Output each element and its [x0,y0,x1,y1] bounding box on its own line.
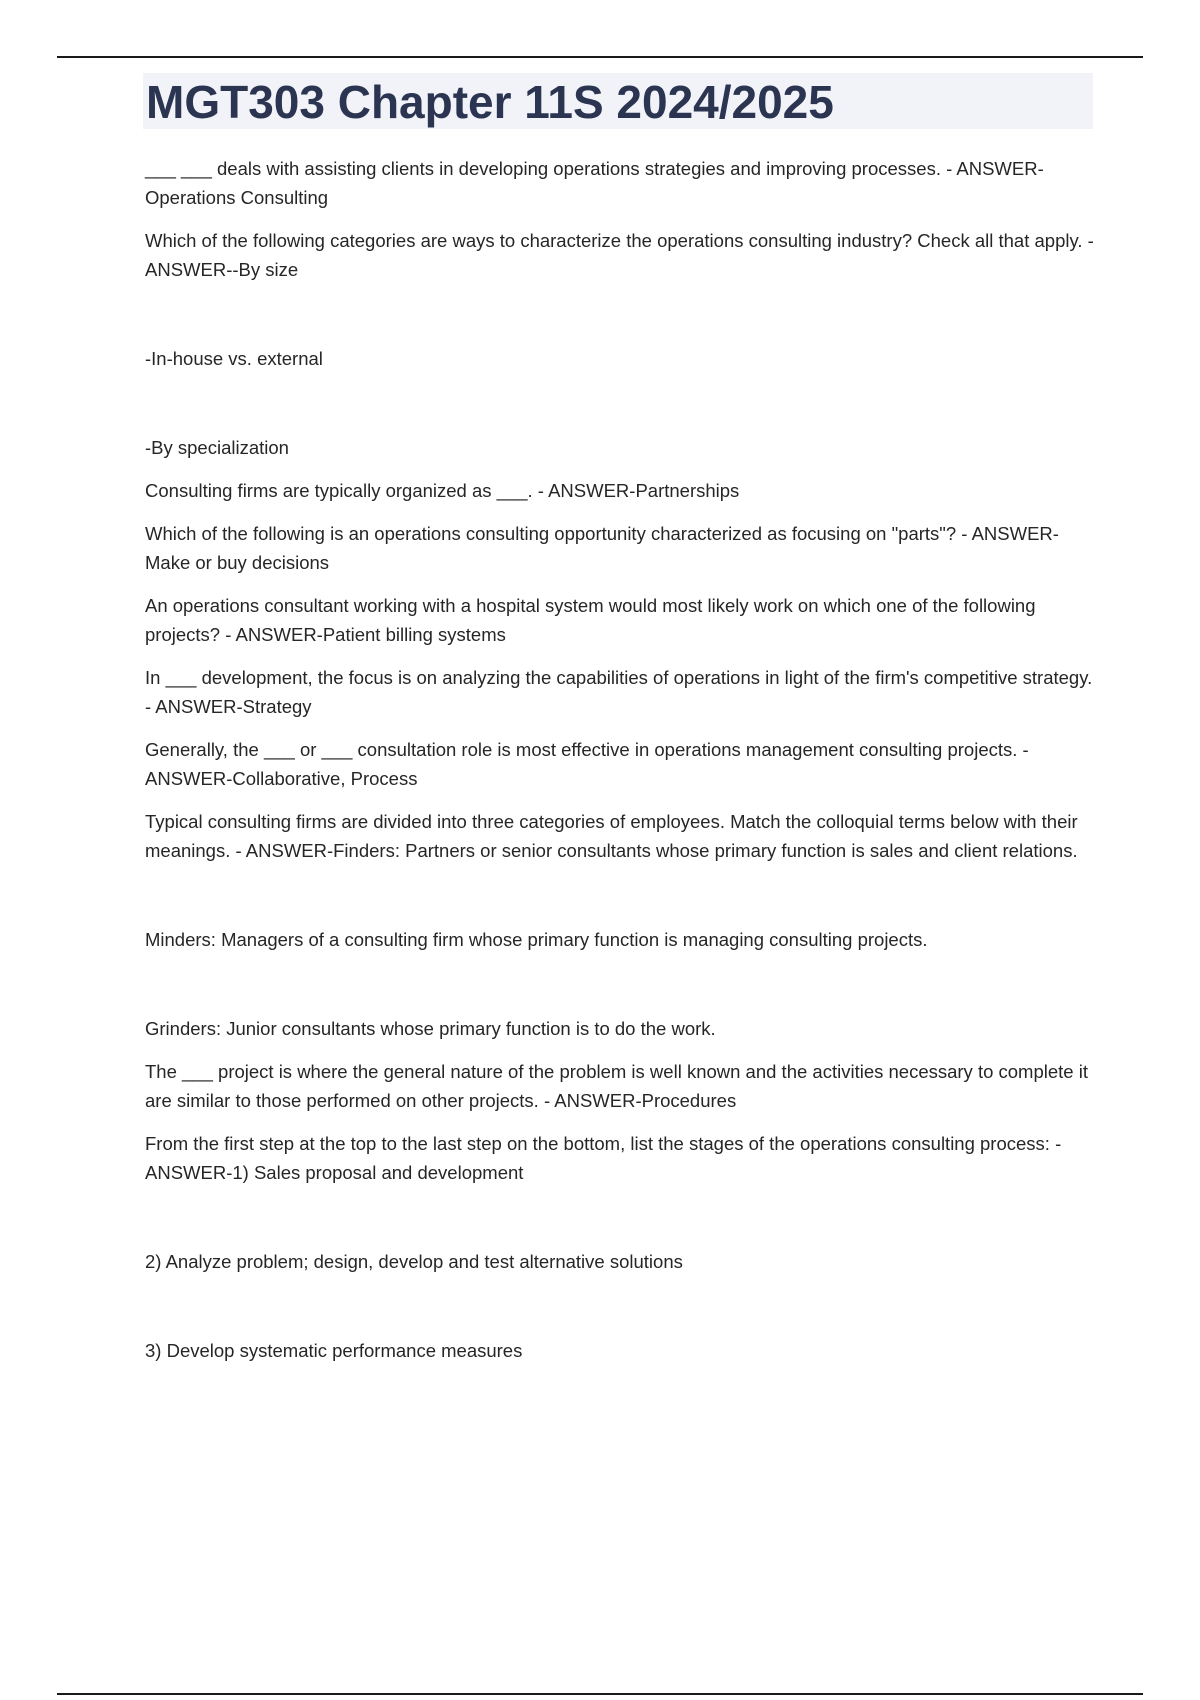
answer-item-in-house: -In-house vs. external [145,348,323,369]
qa-hospital-project: An operations consultant working with a hospital system would most likely work on which one of the following projects? - ANSWER-Patient billing systems [145,595,1036,645]
document-title: MGT303 Chapter 11S 2024/2025 [146,76,834,128]
answer-item-stage-2: 2) Analyze problem; design, develop and test alternative solutions [145,1251,683,1272]
qa-partnerships: Consulting firms are typically organized as ___. - ANSWER-Partnerships [145,480,740,501]
document-body [145,154,1095,1379]
answer-item-stage-3: 3) Develop systematic performance measures [145,1340,523,1361]
qa-industry-categories: Which of the following categories are ways to characterize the operations consulting industry? Check all that apply. - ANSWER--By size [145,230,1094,280]
qa-employee-categories: Typical consulting firms are divided into three categories of employees. Match the colloquial terms below with their meanings. - ANSWER-Finders: Partners or senior consultants whose primary function is sales and client relations. [145,811,1078,861]
bottom-divider [57,1693,1143,1695]
qa-consultation-role: Generally, the ___ or ___ consultation role is most effective in operations management consulting projects. - ANSWER-Collaborative, Process [145,739,1029,789]
answer-item-specialization: -By specialization [145,437,289,458]
qa-parts-opportunity: Which of the following is an operations consulting opportunity characterized as focusing on "parts"? - ANSWER-Make or buy decisions [145,523,1059,573]
qa-strategy-development: In ___ development, the focus is on analyzing the capabilities of operations in light of the firm's competitive strategy. - ANSWER-Strategy [145,667,1093,717]
qa-operations-consulting: ___ ___ deals with assisting clients in developing operations strategies and improving processes. - ANSWER-Operations Consulting [145,158,1044,208]
answer-item-grinders: Grinders: Junior consultants whose primary function is to do the work. [145,1018,716,1039]
answer-item-minders: Minders: Managers of a consulting firm whose primary function is managing consulting projects. [145,929,928,950]
qa-consulting-process-stages: From the first step at the top to the last step on the bottom, list the stages of the operations consulting process: - ANSWER-1) Sales proposal and development [145,1133,1062,1183]
top-divider [57,56,1143,58]
qa-procedures-project: The ___ project is where the general nature of the problem is well known and the activities necessary to complete it are similar to those performed on other projects. - ANSWER-Procedures [145,1061,1088,1111]
